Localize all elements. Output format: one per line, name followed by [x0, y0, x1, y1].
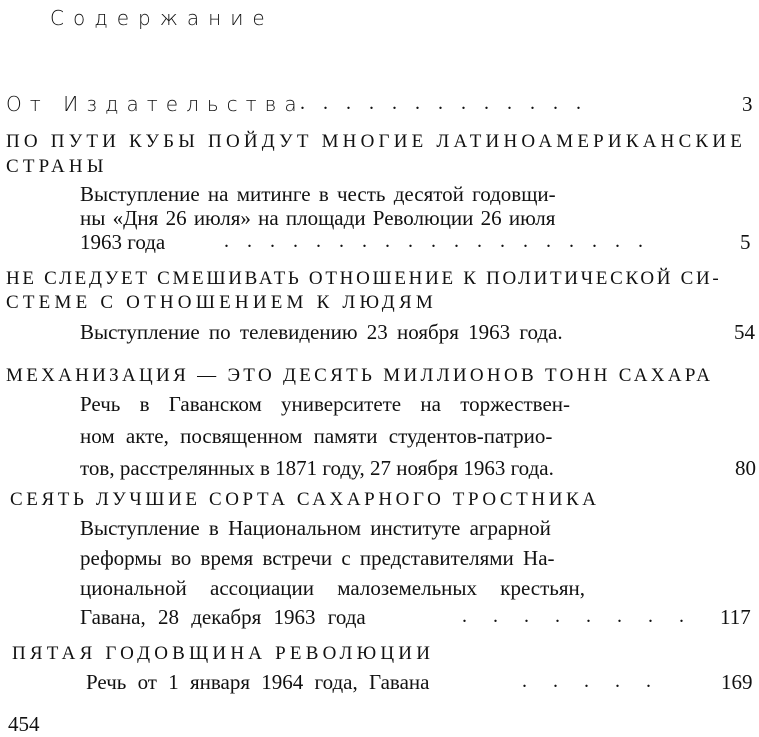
toc-entry-text: Выступление на митинге в честь десятой годовщи- [80, 182, 556, 206]
toc-entry-heading: НЕ СЛЕДУЕТ СМЕШИВАТЬ ОТНОШЕНИЕ К ПОЛИТИЧЕСКОЙ СИ- [6, 268, 722, 289]
leader-dots: ..... [522, 670, 677, 692]
toc-entry-text: ны «Дня 26 июля» на площади Революции 26 июля [80, 206, 556, 230]
toc-entry-text: реформы во время встречи с представителями На- [80, 546, 555, 570]
leader-dots: ................... [224, 230, 661, 252]
toc-entry-text: 1963 года [80, 230, 166, 254]
toc-entry-text: тов, расстрелянных в 1871 году, 27 ноября 1963 года. [80, 456, 554, 480]
page-folio-number: 454 [8, 712, 40, 736]
toc-page-number: 80 [735, 456, 756, 480]
toc-page-number: 117 [720, 605, 751, 629]
toc-entry-heading: ПО ПУТИ КУБЫ ПОЙДУТ МНОГИЕ ЛАТИНОАМЕРИКАНСКИЕ [6, 131, 747, 152]
toc-page-number: 54 [734, 320, 755, 344]
toc-entry-heading: ПЯТАЯ ГОДОВЩИНА РЕВОЛЮЦИИ [12, 643, 435, 664]
leader-dots: ............. [300, 92, 599, 114]
toc-page-number: 169 [721, 670, 753, 694]
toc-entry-text: Гавана, 28 декабря 1963 года [80, 605, 366, 629]
toc-page-number: 3 [742, 92, 753, 116]
toc-entry-title: От Издательства [6, 92, 305, 116]
toc-entry-text: циональной ассоциации малоземельных крестьян, [80, 576, 586, 600]
toc-entry-heading: СЕЯТЬ ЛУЧШИЕ СОРТА САХАРНОГО ТРОСТНИКА [10, 489, 600, 510]
toc-entry-text: Речь от 1 января 1964 года, Гавана [86, 670, 430, 694]
toc-entry-text: ном акте, посвященном памяти студентов-патрио- [80, 424, 553, 448]
toc-entry-text: Речь в Гаванском университете на торжествен- [80, 392, 571, 416]
toc-page-number: 5 [740, 230, 751, 254]
toc-entry-text: Выступление в Национальном институте аграрной [80, 516, 551, 540]
toc-entry-heading: СТЕМЕ С ОТНОШЕНИЕМ К ЛЮДЯМ [6, 292, 437, 313]
page-title: Содержание [50, 6, 274, 30]
toc-entry-heading: СТРАНЫ [6, 156, 108, 177]
toc-entry-text: Выступление по телевидению 23 ноября 1963 года. [80, 320, 563, 344]
toc-entry-heading: МЕХАНИЗАЦИЯ — ЭТО ДЕСЯТЬ МИЛЛИОНОВ ТОНН САХАРА [6, 365, 714, 386]
leader-dots: ........ [462, 605, 710, 627]
